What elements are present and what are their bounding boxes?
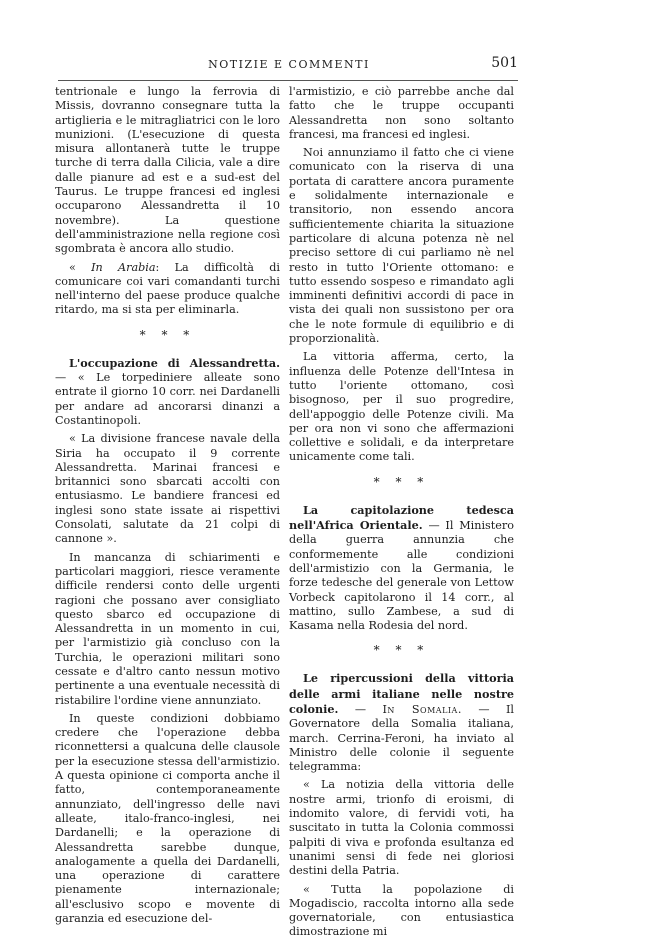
paragraph-quote: « Tutta la popolazione di Mogadiscio, raccolta intorno alla sede governatoriale, con entusiastica dimostrazione mi xyxy=(289,882,514,939)
somalia-label: In Somalia. xyxy=(382,702,462,716)
section-separator: * * * xyxy=(373,643,430,658)
page-number: 501 xyxy=(491,55,518,71)
header-rule xyxy=(58,80,518,81)
section-heading: Le ripercussioni della vittoria delle armi italiane nelle nostre colonie. xyxy=(289,671,514,716)
arabia-label: In Arabia xyxy=(91,260,156,274)
paragraph-ripercussioni xyxy=(289,671,514,774)
right-column xyxy=(289,85,514,939)
heading-dash: — xyxy=(338,702,367,716)
paragraph-quote: « La notizia della vittoria delle nostre armi, trionfo di eroismi, di indomito valore, di fervidi voti, ha suscitato in tutta la Colonia commossi palpiti di viva e profonda esultanza ed unanimi sensi di fede nei gloriosi destini della Patria. xyxy=(289,778,514,878)
section-text: — « Le torpediniere alleate sono entrate il giorno 10 corr. nei Dardanelli per andare ad ancorarsi dinanzi a Costantinopoli. xyxy=(55,371,280,427)
paragraph-arabia: « In Arabia: La difficoltà di comunicare coi vari comandanti turchi nell'interno del paese produce qualche ritardo, ma si sta per eliminarla. xyxy=(55,260,280,317)
paragraph: Noi annunziamo il fatto che ci viene comunicato con la riserva di una portata di carattere ancora puramente e solidalmente internazionale e transitorio, non essendo ancora sufficientemente chiarita la situazione particolare di alcuna potenza nè nel preciso settore di cui parliamo nè nel resto in tutto l'Oriente ottomano: e tutto essendo sospeso e rimandato agli imminenti definitivi accordi di pace in vista dei quali non sussistono per ora che le note formule di equilibrio e di proporzionalità. xyxy=(289,146,514,346)
paragraph-alessandretta xyxy=(55,356,280,428)
section-separator: * * * xyxy=(139,327,196,342)
paragraph: tentrionale e lungo la ferrovia di Missis, dovranno consegnare tutta la artiglieria e le mitragliatrici con le loro munizioni. (L'esecuzione di questa misura allontanerà tutte le truppe turche di terra dalla Cilicia, vale a dire dalle pianure ad est e a sud-est del Taurus. Le truppe francesi ed inglesi occuparono Alessandretta il 10 novembre). La questione dell'amministrazione nella regione così sgombrata è ancora allo studio. xyxy=(55,85,280,256)
running-title: NOTIZIE E COMMENTI xyxy=(208,58,370,71)
paragraph: l'armistizio, e ciò parrebbe anche dal fatto che le truppe occupanti Alessandretta non sono soltanto francesi, ma francesi ed inglesi. xyxy=(289,85,514,141)
section-separator: * * * xyxy=(373,474,430,489)
left-column xyxy=(55,85,280,926)
arabia-text: : La difficoltà di comunicare coi vari comandanti turchi nell'interno del paese produce qualche ritardo, ma si sta per eliminarla. xyxy=(55,260,280,317)
paragraph-capitolazione xyxy=(289,503,514,634)
section-text: — Il Ministero della guerra annunzia che conformemente alle condizioni dell'armistizio con la Germania, le forze tedesche del generale von Lettow Vorbeck capitolarono il 14 corr., al mattino, sullo Zambese, a sud di Kasama nella Rodesia del nord. xyxy=(289,519,514,633)
paragraph: In mancanza di schiarimenti e particolari maggiori, riesce veramente difficile rendersi conto delle urgenti ragioni che possano aver consigliato questo sbarco ed occupazione di Alessandretta in un momento in cui, per l'armistizio già concluso con la Turchia, le operazioni militari sono cessate e d'altro canto nessun motivo pertinente a una eventuale necessità di ristabilire l'ordine viene annunziato. xyxy=(55,550,280,707)
page-header xyxy=(60,55,518,75)
section-heading: L'occupazione di Alessandretta. xyxy=(69,355,280,370)
paragraph: La vittoria afferma, certo, la influenza delle Potenze dell'Intesa in tutto l'oriente ottomano, così bisognoso, per il suo progredire, dell'appoggio delle Potenze civili. Ma per ora non vi sono che affermazioni collettive e solidali, e da interpretare unicamente come tali. xyxy=(289,350,514,464)
section-heading: La capitolazione tedesca nell'Africa Orientale. xyxy=(289,502,514,533)
paragraph: In queste condizioni dobbiamo credere che l'operazione debba riconnettersi a qualcuna delle clausole per la esecuzione stessa dell'armistizio. A questa opinione ci comporta anche il fatto, contemporaneamente annunziato, dell'ingresso delle navi alleate, italo-franco-inglesi, nei Dardanelli; e la operazione di Alessandretta sarebbe dunque, analogamente a quella dei Dardanelli, una operazione di carattere pienamente internazionale; all'esclusivo scopo e movente di garanzia ed esecuzione del- xyxy=(55,711,280,926)
section-text: — Il Governatore della Somalia italiana, march. Cerrina-Feroni, ha inviato al Ministro delle colonie il seguente telegramma: xyxy=(289,702,514,774)
paragraph: « La divisione francese navale della Siria ha occupato il 9 corrente Alessandretta. Marinai francesi e britannici sono sbarcati accolti con entusiasmo. Le bandiere francesi ed inglesi sono state issate ai rispettivi Consolati, salutate da 21 colpi di cannone ». xyxy=(55,432,280,546)
